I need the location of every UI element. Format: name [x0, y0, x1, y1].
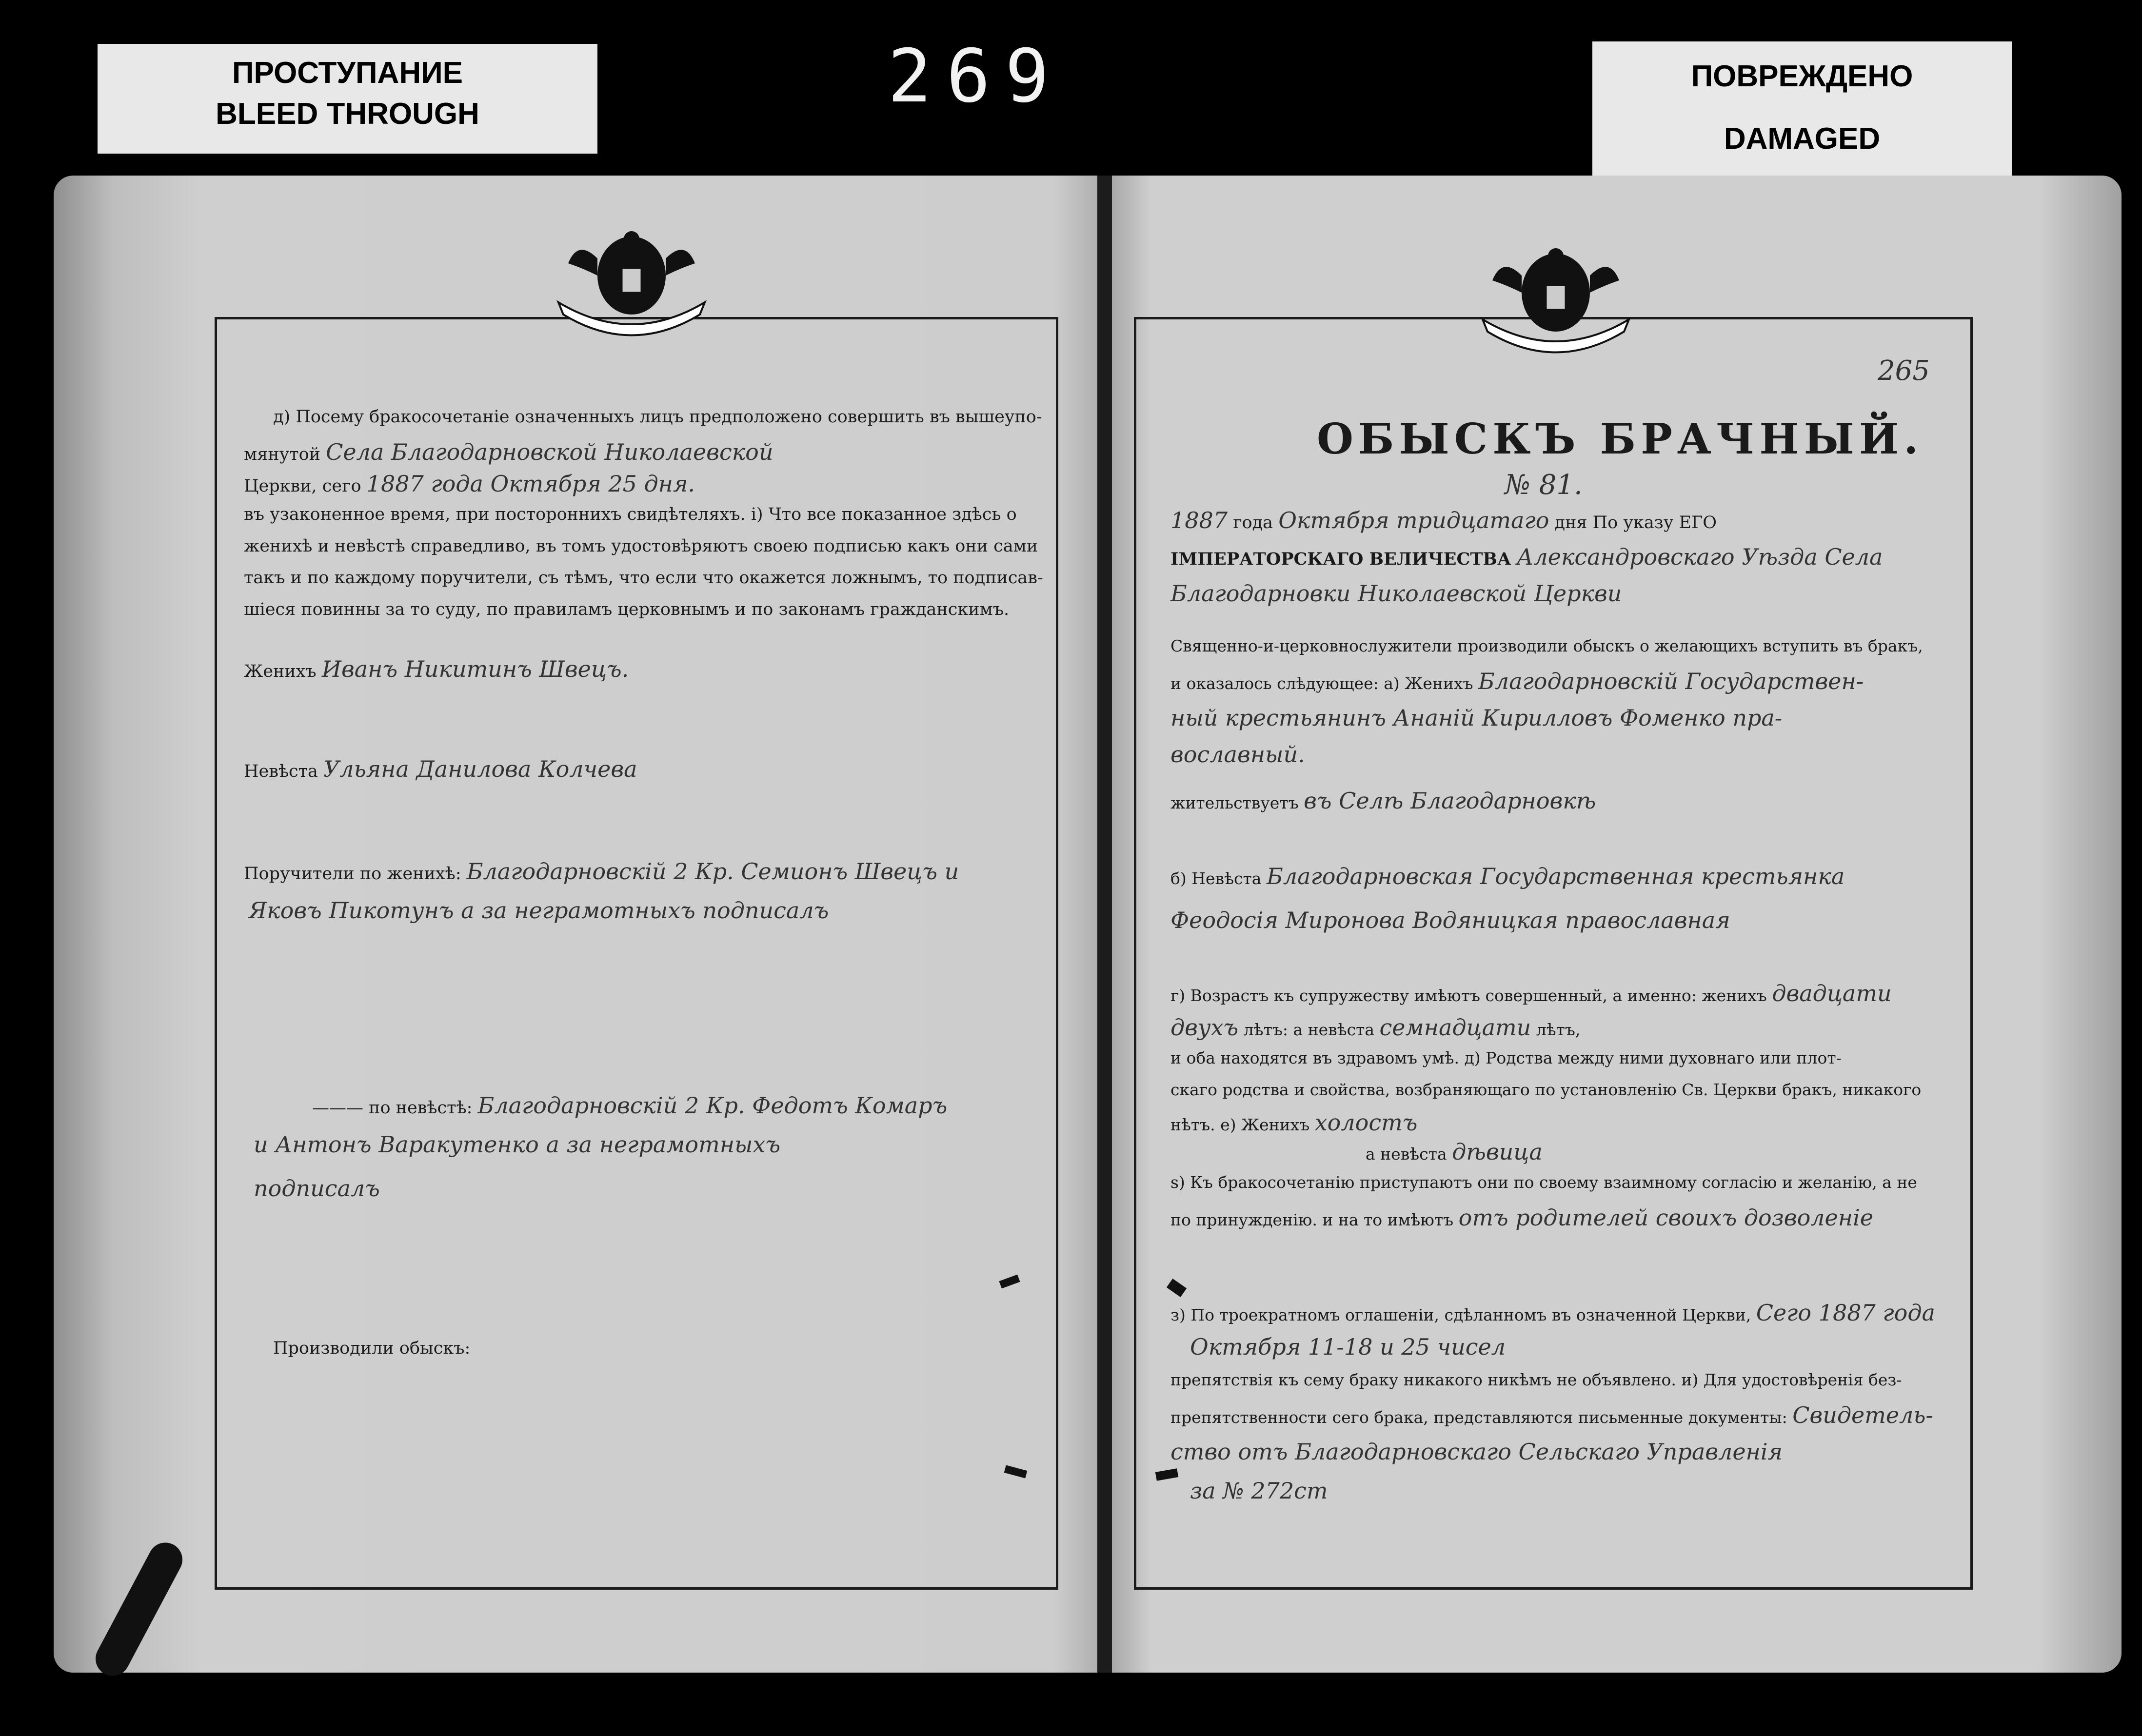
left-line-2-handwriting: Села Благодарновской Николаевской: [326, 439, 774, 465]
consent-label: по принужденію. и на то имѣютъ: [1170, 1210, 1454, 1229]
age-row-2: [1170, 1014, 1580, 1041]
damaged-en: DAMAGED: [1724, 122, 1881, 156]
left-line-3-print: Церкви, сего: [244, 476, 361, 496]
impediments-line: препятствія къ сему браку никакого никѣмъ не объявлено. и) Для удостовѣренія без-: [1170, 1370, 1902, 1389]
bride-sureties-hw-1: Благодарновскій 2 Кр. Федотъ Комаръ: [477, 1092, 948, 1119]
left-line-7: шіеся повинны за то суду, по правиламъ церковнымъ и по законамъ гражданскимъ.: [244, 600, 1010, 619]
bride-sureties-label: по невѣстѣ:: [369, 1098, 473, 1118]
groom-sureties-row: [244, 858, 959, 885]
bleed-through-en: BLEED THROUGH: [216, 97, 479, 131]
bride-hw-2: Феодосія Миронова Водяницкая православная: [1170, 907, 1730, 933]
year-label: года: [1233, 513, 1273, 533]
bride-hw-1: Благодарновская Государственная крестьянка: [1266, 863, 1845, 889]
right-line-5: [1170, 668, 1864, 694]
groom-sureties-label: Поручители по женихѣ:: [244, 864, 461, 884]
banns-label: з) По троекратномъ оглашеніи, сдѣланномъ въ означенной Церкви,: [1170, 1305, 1751, 1324]
groom-sureties-hw-1: Благодарновскій 2 Кр. Семионъ Швецъ и: [466, 858, 959, 885]
bride-status-hw: дѣвица: [1452, 1139, 1543, 1165]
date-hw: Октября тридцатаго: [1278, 507, 1549, 533]
bleed-through-label: [98, 44, 597, 154]
groom-row: [244, 656, 629, 682]
documents-hw-1: Свидетель-: [1792, 1402, 1933, 1428]
document-title: ОБЫСКЪ БРАЧНЫЙ.: [1317, 414, 1924, 464]
left-line-4: въ узаконенное время, при постороннихъ свидѣтеляхъ. і) Что все показанное здѣсь о: [244, 505, 1017, 524]
left-line-6: такъ и по каждому поручители, съ тѣмъ, что если что окажется ложнымъ, то подписав-: [244, 568, 1043, 588]
page-number: 265: [1878, 355, 1930, 387]
documents-hw-3: за № 272ст: [1190, 1478, 1328, 1504]
folio-number: 269: [888, 34, 1064, 119]
conducted-label: Производили обыскъ:: [273, 1339, 471, 1358]
bride-status-label: а невѣста: [1366, 1144, 1447, 1164]
decree-label: дня По указу ЕГО: [1554, 513, 1717, 533]
age-text-3: лѣтъ,: [1536, 1020, 1581, 1039]
damaged-ru: ПОВРЕЖДЕНО: [1691, 59, 1913, 93]
bride-status-line: [1366, 1139, 1543, 1165]
record-number: № 81.: [1505, 469, 1583, 501]
bride-name: Ульяна Данилова Колчева: [323, 756, 637, 782]
groom-intro: и оказалось слѣдующее: а) Женихъ: [1170, 674, 1473, 693]
groom-hw-3: вославный.: [1170, 741, 1305, 768]
groom-name: Иванъ Никитинъ Швецъ.: [321, 656, 629, 682]
status-line: [1170, 1109, 1417, 1136]
groom-sureties-hw-2: Яковъ Пикотунъ а за неграмотныхъ подписалъ: [249, 897, 829, 924]
left-line-2-print: мянутой: [244, 445, 320, 464]
bride-label: Невѣста: [244, 762, 318, 781]
left-line-3: [244, 471, 695, 497]
banns-hw: Сего 1887 года: [1756, 1300, 1935, 1326]
age-text-2: лѣтъ: а невѣста: [1243, 1020, 1375, 1039]
documents-label: препятственности сего брака, представляются письменные документы:: [1170, 1408, 1787, 1427]
left-line-1: д) Посему бракосочетаніе означенныхъ лицъ предположено совершить въ вышеупо-: [273, 407, 1042, 427]
banns-dates-hw: Октября 11-18 и 25 чисел: [1190, 1334, 1506, 1360]
bride-sureties-hw-3: подписалъ: [254, 1175, 380, 1202]
groom-status-label: нѣтъ. е) Женихъ: [1170, 1115, 1310, 1134]
bride-row: [244, 756, 637, 782]
right-line-3: Благодарновки Николаевской Церкви: [1170, 580, 1622, 607]
left-line-3-handwriting: 1887 года Октября 25 дня.: [366, 471, 695, 497]
banns-line: [1170, 1300, 1935, 1326]
coat-of-arms-left-icon: [549, 229, 714, 341]
book-spine: [1097, 176, 1112, 1673]
age-row-1: [1170, 980, 1892, 1006]
consent-hw: отъ родителей своихъ дозволеніе: [1458, 1204, 1874, 1231]
groom-age-hw: двадцати: [1772, 980, 1892, 1006]
right-line-2: [1170, 544, 1883, 570]
district-hw: Александровскаго Уѣзда Села: [1516, 544, 1883, 570]
right-line-1: [1170, 507, 1717, 533]
left-line-5: женихѣ и невѣстѣ справедливо, въ томъ удостовѣряютъ своею подписью какъ они сами: [244, 536, 1038, 556]
groom-hw-2: ный крестьянинъ Ананій Кирилловъ Фоменко пра-: [1170, 705, 1783, 731]
groom-hw-1: Благодарновскій Государствен-: [1478, 668, 1864, 694]
imperial-label: ІМПЕРАТОРСКАГО ВЕЛИЧЕСТВА: [1170, 549, 1511, 569]
kinship-line: скаго родства и свойства, возбраняющаго по установленію Св. Церкви бракъ, никакого: [1170, 1080, 1922, 1099]
bride-age-hw: семнадцати: [1379, 1014, 1531, 1041]
coat-of-arms-right-icon: [1473, 246, 1639, 358]
groom-label: Женихъ: [244, 662, 317, 681]
bride-sureties-dash: ———: [312, 1098, 363, 1118]
health-line: и оба находятся въ здравомъ умѣ. д) Родства между ними духовнаго или плот-: [1170, 1048, 1842, 1067]
right-line-4: Священно-и-церковнослужители производили обыскъ о желающихъ вступить въ бракъ,: [1170, 636, 1923, 655]
age-text-1: г) Возрастъ къ супружеству имѣютъ совершенный, а именно: женихъ: [1170, 986, 1767, 1005]
groom-age-hw-2: двухъ: [1170, 1014, 1239, 1041]
documents-hw-2: ство отъ Благодарновскаго Сельскаго Управленія: [1170, 1439, 1783, 1465]
year-hw: 1887: [1170, 507, 1228, 533]
bride-sureties-hw-2: и Антонъ Варакутенко а за неграмотныхъ: [254, 1131, 781, 1158]
documents-line: [1170, 1402, 1933, 1428]
residence-hw: въ Селѣ Благодарновкѣ: [1304, 788, 1596, 814]
bride-row-right: [1170, 863, 1844, 889]
consent-line: ѕ) Къ бракосочетанію приступаютъ они по своему взаимному согласію и желанію, а не: [1170, 1173, 1917, 1192]
left-line-2: [244, 439, 774, 465]
consent-line-2: [1170, 1204, 1873, 1231]
bleed-through-ru: ПРОСТУПАНИЕ: [232, 56, 463, 90]
damaged-label: [1592, 41, 2012, 176]
residence-row: [1170, 788, 1596, 814]
residence-label: жительствуетъ: [1170, 793, 1299, 812]
groom-status-hw: холостъ: [1314, 1109, 1418, 1136]
bride-label-right: б) Невѣста: [1170, 869, 1262, 888]
bride-sureties-row: [312, 1092, 947, 1119]
